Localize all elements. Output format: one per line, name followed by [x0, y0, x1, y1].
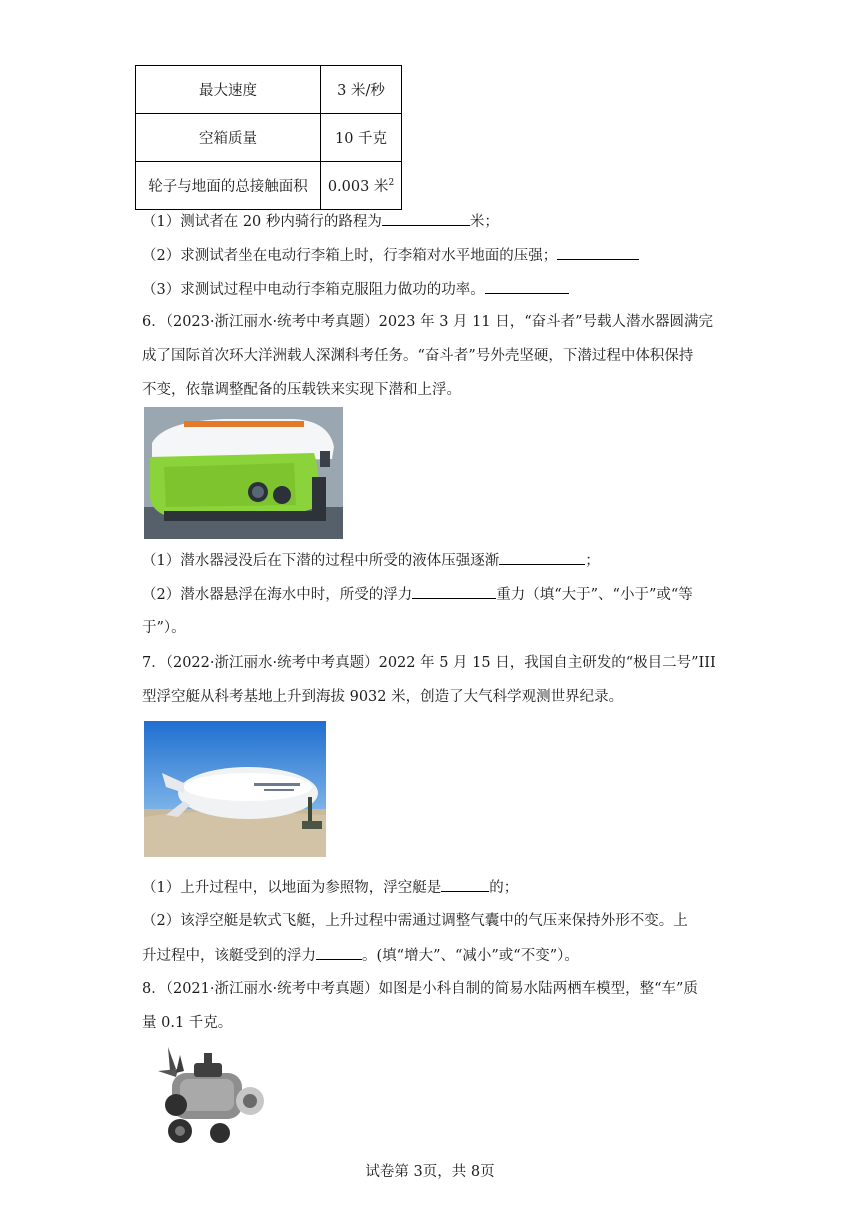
submersible-photo	[144, 407, 343, 539]
q8-line1: 8．（2021·浙江丽水·统考中考真题）如图是小科自制的简易水陆两栖车模型，整“车”质	[142, 981, 698, 997]
q7-sub2-text: 升过程中，该艇受到的浮力	[142, 948, 316, 964]
table-cell-label: 最大速度	[136, 66, 321, 114]
q5-sub2-text: （2）求测试者坐在电动行李箱上时，行李箱对水平地面的压强；	[142, 248, 558, 264]
q6-sub2-cont: 于”）。	[142, 620, 186, 636]
q7-sub2: （2）该浮空艇是软式飞艇，上升过程中需通过调整气囊中的气压来保持外形不变。上	[142, 913, 688, 929]
table-row	[136, 66, 402, 114]
q5-sub3-text: （3）求测试过程中电动行李箱克服阻力做功的功率。	[142, 282, 485, 298]
answer-blank[interactable]	[382, 211, 470, 226]
table-value-text: 0.003 米	[327, 179, 389, 195]
table-cell-label: 轮子与地面的总接触面积	[136, 162, 321, 210]
table-cell-label: 空箱质量	[136, 114, 321, 162]
q5-sub1	[142, 211, 499, 232]
q7-line2: 型浮空艇从科考基地上升到海拔 9032 米，创造了大气科学观测世界纪录。	[142, 689, 624, 705]
q5-sub1-text: （1）测试者在 20 秒内骑行的路程为	[142, 214, 382, 230]
q7-sub2-tail: 。(填“增大”、“减小”或“不变”）。	[362, 948, 579, 964]
q7-sub1	[142, 877, 518, 898]
q5-sub3	[142, 279, 569, 300]
q6-sub1-text: （1）潜水器浸没后在下潜的过程中所受的液体压强逐渐	[142, 553, 500, 569]
q7-sub1-tail: 的；	[489, 880, 519, 896]
q6-sub2-tail: 重力（填“大于”、“小于”或“等	[496, 587, 693, 603]
q6-line2: 成了国际首次环大洋洲载人深渊科考任务。“奋斗者”号外壳坚硬，下潜过程中体积保持	[142, 348, 694, 364]
q6-sub2	[142, 584, 693, 605]
amphibious-car-photo	[150, 1043, 268, 1147]
table-cell-value: 3 米/秒	[321, 66, 402, 114]
q5-sub1-tail: 米；	[469, 214, 499, 230]
table-cell-value: 10 千克	[321, 114, 402, 162]
answer-blank[interactable]	[441, 877, 489, 892]
unit-superscript: 2	[388, 178, 395, 189]
page-footer: 试卷第 3页，共 8页	[365, 1164, 495, 1180]
q6-sub1	[142, 550, 600, 571]
q6-sub2-text: （2）潜水器悬浮在海水中时，所受的浮力	[142, 587, 413, 603]
q7-sub1-text: （1）上升过程中，以地面为参照物，浮空艇是	[142, 880, 442, 896]
answer-blank[interactable]	[316, 945, 362, 960]
answer-blank[interactable]	[485, 279, 569, 294]
q6-sub1-tail: ；	[585, 553, 600, 569]
table-row	[136, 114, 402, 162]
spec-table	[135, 65, 402, 210]
airship-photo	[144, 721, 326, 857]
q7-line1: 7．（2022·浙江丽水·统考中考真题）2022 年 5 月 15 日，我国自主研发的“极目二号”III	[142, 655, 716, 671]
answer-blank[interactable]	[499, 550, 585, 565]
answer-blank[interactable]	[412, 584, 496, 599]
table-row	[136, 162, 402, 210]
q8-line2: 量 0.1 千克。	[142, 1015, 233, 1031]
q5-sub2	[142, 245, 639, 266]
q7-sub2-cont	[142, 945, 579, 966]
q6-line3: 不变，依靠调整配备的压载铁来实现下潜和上浮。	[142, 382, 461, 398]
answer-blank[interactable]	[557, 245, 639, 260]
table-cell-value	[321, 162, 402, 210]
q6-line1: 6．（2023·浙江丽水·统考中考真题）2023 年 3 月 11 日，“奋斗者”号载人潜水器圆满完	[142, 314, 714, 330]
